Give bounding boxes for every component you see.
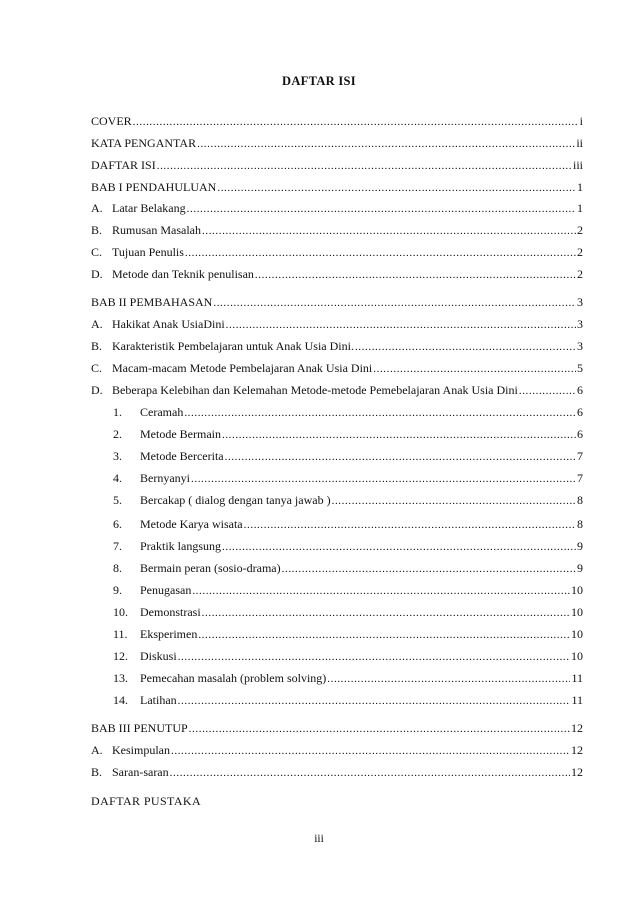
table-of-contents xyxy=(91,0,583,903)
toc-entry-label xyxy=(91,360,372,376)
toc-dot-leader xyxy=(184,405,576,421)
toc-entry-number: A. xyxy=(91,317,103,331)
toc-dot-leader xyxy=(355,339,576,355)
toc-entry-page: 10 xyxy=(571,583,583,597)
toc-entry-page: 6 xyxy=(577,383,583,397)
toc-entry-text: Metode Bercerita xyxy=(140,449,224,463)
toc-entry-page: i xyxy=(579,114,583,128)
toc-entry xyxy=(91,113,583,129)
toc-entry-label xyxy=(113,516,243,532)
toc-entry-text: Saran-saran xyxy=(112,765,169,779)
toc-dot-leader xyxy=(226,317,576,333)
toc-entry-page: 7 xyxy=(577,471,583,485)
toc-entry xyxy=(113,692,583,708)
toc-entry-label xyxy=(113,538,221,554)
toc-entry-text: Latar Belakang xyxy=(112,201,186,215)
toc-entry-page: 5 xyxy=(577,361,583,375)
toc-entry xyxy=(113,538,583,554)
toc-entry-page: 8 xyxy=(577,517,583,531)
toc-entry-text: Bercakap ( dialog dengan tanya jawab ) xyxy=(140,493,331,507)
toc-entry-page: 6 xyxy=(577,405,583,419)
toc-entry-label xyxy=(113,448,224,464)
toc-dot-leader xyxy=(192,583,570,599)
toc-entry-text: Penugasan xyxy=(140,583,192,597)
toc-entry-page: 9 xyxy=(577,539,583,553)
toc-dot-leader xyxy=(191,471,576,487)
toc-dot-leader xyxy=(178,693,571,709)
toc-entry-label xyxy=(113,670,326,686)
toc-entry xyxy=(113,404,583,420)
toc-entry-label xyxy=(91,294,212,310)
toc-entry-page: 10 xyxy=(571,649,583,663)
toc-dot-leader xyxy=(217,180,576,196)
toc-entry-page: 8 xyxy=(577,493,583,507)
toc-entry-number: 11. xyxy=(113,627,128,641)
toc-entry-number: C. xyxy=(91,245,103,259)
toc-dot-leader xyxy=(225,449,576,465)
toc-entry-page: 12 xyxy=(571,743,583,757)
toc-entry-label xyxy=(113,492,331,508)
toc-entry-text: Hakikat Anak UsiaDini xyxy=(112,317,225,331)
toc-entry-text: Karakteristik Pembelajaran untuk Anak Usia Dini. xyxy=(112,339,354,353)
toc-entry xyxy=(91,157,583,173)
toc-entry-text: COVER xyxy=(91,114,132,128)
toc-entry-label xyxy=(91,222,201,238)
toc-entry-text: DAFTAR ISI xyxy=(91,158,156,172)
toc-entry xyxy=(91,316,583,332)
toc-dot-leader xyxy=(170,765,570,781)
toc-entry-label xyxy=(113,604,201,620)
toc-dot-leader xyxy=(327,671,570,687)
toc-entry-page: 2 xyxy=(577,245,583,259)
toc-entry-number: 8. xyxy=(113,561,122,575)
toc-entry-number: 3. xyxy=(113,449,122,463)
toc-entry-page: 7 xyxy=(577,449,583,463)
toc-entry-page: 11 xyxy=(571,671,583,685)
toc-entry-number: 2. xyxy=(113,427,122,441)
toc-entry-number: C. xyxy=(91,361,103,375)
toc-entry xyxy=(113,492,583,508)
toc-entry-page: 6 xyxy=(577,427,583,441)
toc-entry-label xyxy=(91,157,156,173)
toc-entry-text: Praktik langsung xyxy=(140,539,221,553)
toc-dot-leader xyxy=(197,136,575,152)
toc-dot-leader xyxy=(202,605,570,621)
toc-entry-number: 14. xyxy=(113,693,128,707)
toc-dot-leader xyxy=(178,649,570,665)
toc-entry xyxy=(91,222,583,238)
toc-entry xyxy=(91,742,583,758)
toc-entry-text: Ceramah xyxy=(140,405,184,419)
toc-entry-number: 6. xyxy=(113,517,122,531)
toc-entry xyxy=(91,244,583,260)
toc-entry xyxy=(113,582,583,598)
toc-entry-page: 3 xyxy=(577,317,583,331)
toc-entry-label xyxy=(113,426,221,442)
toc-dot-leader xyxy=(185,245,576,261)
toc-entry xyxy=(113,516,583,532)
toc-entry-label xyxy=(113,560,281,576)
toc-dot-leader xyxy=(373,361,576,377)
toc-entry xyxy=(113,470,583,486)
toc-entry xyxy=(91,179,583,195)
toc-entry-text: Diskusi xyxy=(140,649,177,663)
toc-entry xyxy=(113,560,583,576)
toc-entry-text: Eksperimen xyxy=(140,627,198,641)
toc-entry xyxy=(91,360,583,376)
toc-entry-number: A. xyxy=(91,201,103,215)
toc-dot-leader xyxy=(157,158,572,174)
toc-entry-page: iii xyxy=(572,158,583,172)
toc-entry-label xyxy=(91,135,196,151)
toc-entry xyxy=(113,626,583,642)
toc-entry-page: 9 xyxy=(577,561,583,575)
toc-dot-leader xyxy=(198,627,570,643)
toc-entry-text: BAB III PENUTUP xyxy=(91,721,188,735)
toc-dot-leader xyxy=(189,721,570,737)
toc-entry-label xyxy=(91,266,254,282)
toc-entry-page: ii xyxy=(576,136,583,150)
toc-entry-page: 10 xyxy=(571,627,583,641)
toc-entry xyxy=(113,670,583,686)
toc-entry xyxy=(91,720,583,736)
toc-entry-label xyxy=(113,626,197,642)
toc-entry-label xyxy=(113,692,177,708)
toc-entry-page: 12 xyxy=(571,765,583,779)
toc-entry xyxy=(91,266,583,282)
toc-entry-number: D. xyxy=(91,383,103,397)
toc-entry-page: 1 xyxy=(577,201,583,215)
toc-entry-label xyxy=(113,648,177,664)
toc-entry-label xyxy=(91,113,132,129)
toc-entry-label xyxy=(91,338,354,354)
toc-entry xyxy=(91,294,583,310)
toc-dot-leader xyxy=(222,539,576,555)
toc-dot-leader xyxy=(133,114,579,130)
toc-entry xyxy=(91,382,583,398)
toc-entry-number: A. xyxy=(91,743,103,757)
toc-entry-label xyxy=(113,404,183,420)
toc-entry xyxy=(113,604,583,620)
toc-entry-number: D. xyxy=(91,267,103,281)
toc-entry-text: Kesimpulan xyxy=(112,743,170,757)
toc-entry-label xyxy=(91,382,518,398)
toc-entry-page: 10 xyxy=(571,605,583,619)
toc-entry-text: KATA PENGANTAR xyxy=(91,136,197,150)
toc-entry-text: Rumusan Masalah xyxy=(112,223,201,237)
toc-entry-page: 12 xyxy=(571,721,583,735)
toc-entry-label xyxy=(113,582,191,598)
toc-entry xyxy=(91,135,583,151)
toc-entry-text: Metode dan Teknik penulisan xyxy=(112,267,254,281)
toc-entry-text: Latihan xyxy=(140,693,177,707)
toc-entry-label xyxy=(113,470,190,486)
toc-dot-leader xyxy=(222,427,576,443)
toc-dot-leader xyxy=(202,223,576,239)
toc-entry-number: B. xyxy=(91,339,103,353)
toc-dot-leader xyxy=(171,743,570,759)
toc-entry-page: 11 xyxy=(571,693,583,707)
toc-entry xyxy=(91,338,583,354)
toc-entry-text: Tujuan Penulis xyxy=(112,245,184,259)
toc-entry-page: 2 xyxy=(577,223,583,237)
toc-entry-number: 9. xyxy=(113,583,122,597)
toc-entry-text: Demonstrasi xyxy=(140,605,201,619)
toc-dot-leader xyxy=(187,201,576,217)
toc-entry-text: Metode Karya wisata xyxy=(140,517,243,531)
toc-entry-label xyxy=(91,200,186,216)
toc-entry-number: 12. xyxy=(113,649,128,663)
toc-entry-number: 7. xyxy=(113,539,122,553)
toc-entry-label xyxy=(91,179,216,195)
toc-entry-text: Bermain peran (sosio-drama) xyxy=(140,561,281,575)
toc-entry-label xyxy=(91,764,169,780)
toc-entry xyxy=(113,648,583,664)
toc-entry-page: 3 xyxy=(577,339,583,353)
toc-entry-page: 3 xyxy=(577,295,583,309)
toc-dot-leader xyxy=(255,267,576,283)
toc-dot-leader xyxy=(332,493,576,509)
toc-entry xyxy=(91,764,583,780)
toc-entry-page: 2 xyxy=(577,267,583,281)
page-title: DAFTAR ISI xyxy=(282,74,356,88)
toc-entry-number: 4. xyxy=(113,471,122,485)
toc-entry xyxy=(113,426,583,442)
toc-entry-text: Metode Bermain xyxy=(140,427,221,441)
toc-entry-number: 13. xyxy=(113,671,128,685)
toc-entry-label xyxy=(91,720,188,736)
toc-entry-text: BAB II PEMBAHASAN xyxy=(91,295,213,309)
page-number: iii xyxy=(314,833,324,845)
toc-entry-text: Beberapa Kelebihan dan Kelemahan Metode-metode Pemebelajaran Anak Usia Dini xyxy=(112,383,518,397)
toc-entry xyxy=(91,200,583,216)
toc-dot-leader xyxy=(282,561,576,577)
toc-entry-text: BAB I PENDAHULUAN xyxy=(91,180,217,194)
toc-entry-label xyxy=(91,316,225,332)
toc-entry-number: 1. xyxy=(113,405,122,419)
toc-entry-text: Bernyanyi xyxy=(140,471,190,485)
toc-entry-label xyxy=(91,742,170,758)
toc-entry-page: 1 xyxy=(577,180,583,194)
toc-entry-text: Macam-macam Metode Pembelajaran Anak Usia Dini xyxy=(112,361,373,375)
toc-dot-leader xyxy=(213,295,576,311)
toc-bibliography: DAFTAR PUSTAKA xyxy=(91,794,202,808)
toc-entry-number: B. xyxy=(91,223,103,237)
toc-entry-number: B. xyxy=(91,765,103,779)
toc-entry-label xyxy=(91,244,184,260)
toc-dot-leader xyxy=(244,517,576,533)
toc-entry-number: 5. xyxy=(113,493,122,507)
toc-entry-text: Pemecahan masalah (problem solving) xyxy=(140,671,327,685)
toc-entry xyxy=(113,448,583,464)
toc-dot-leader xyxy=(519,383,576,399)
toc-entry-number: 10. xyxy=(113,605,128,619)
